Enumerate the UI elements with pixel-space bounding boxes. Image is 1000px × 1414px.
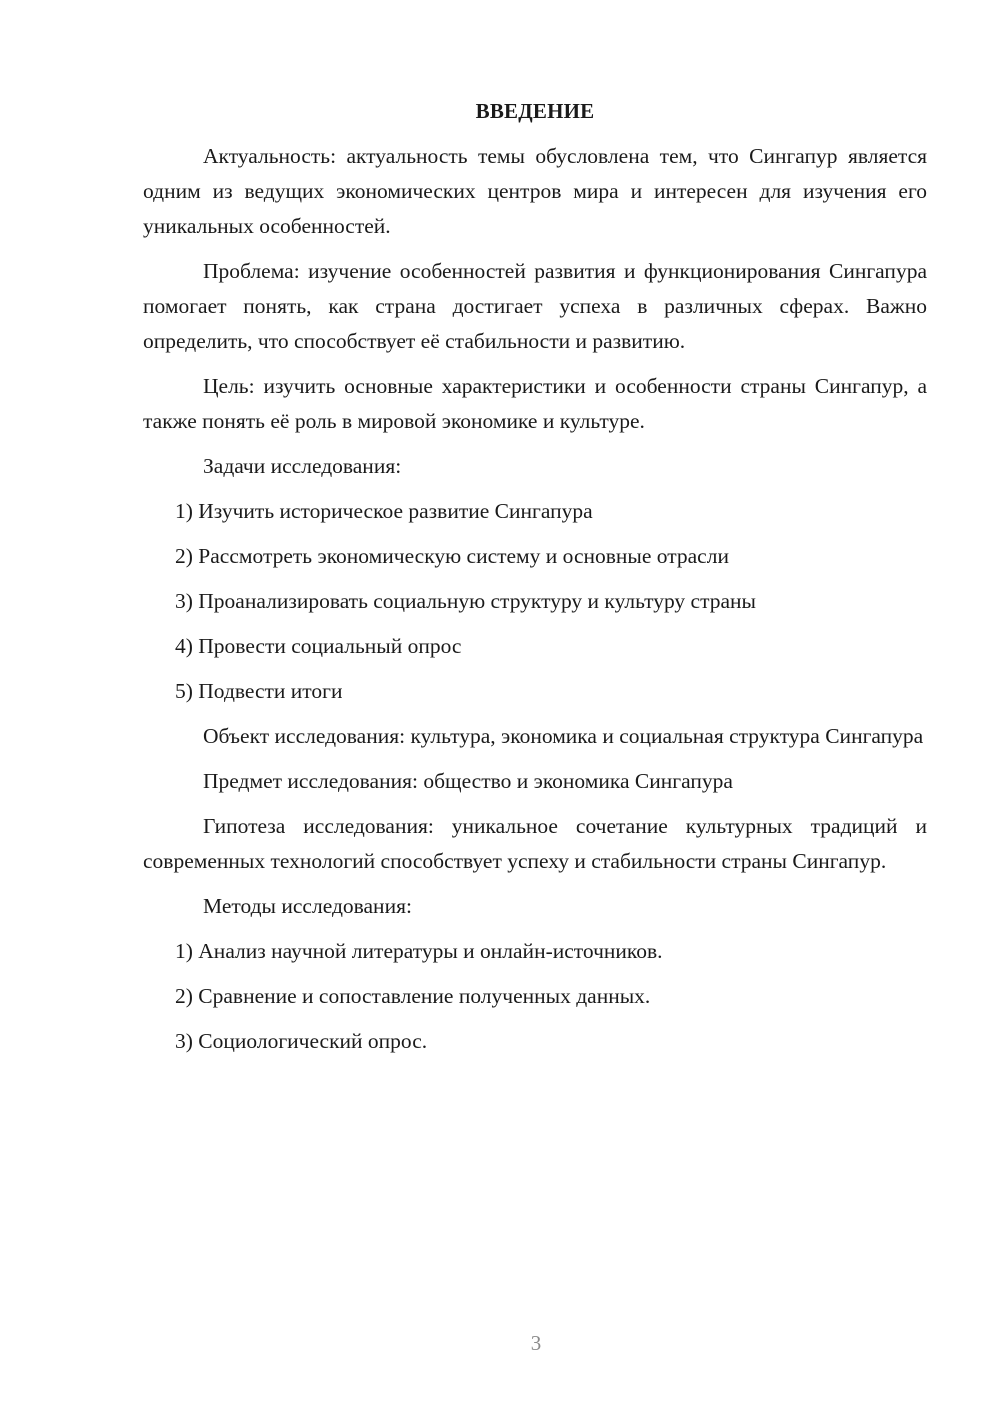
page-content <box>143 96 927 1069</box>
methods-list <box>143 934 927 1059</box>
section-title: ВВЕДЕНИЕ <box>475 99 595 123</box>
hypothesis-paragraph: Гипотеза исследования: уникальное сочетание культурных традиций и современных технологий способствует успеху и стабильности страны Сингапур. <box>143 814 927 873</box>
list-item: 3) Социологический опрос. <box>175 1029 428 1053</box>
subject-paragraph: Предмет исследования: общество и экономика Сингапура <box>203 769 733 793</box>
goal-paragraph: Цель: изучить основные характеристики и особенности страны Сингапур, а также понять её роль в мировой экономике и культуре. <box>143 374 927 433</box>
list-item: 4) Провести социальный опрос <box>175 634 462 658</box>
list-item: 1) Изучить историческое развитие Сингапура <box>175 499 593 523</box>
list-item: 5) Подвести итоги <box>175 679 343 703</box>
list-item: 2) Сравнение и сопоставление полученных данных. <box>175 984 651 1008</box>
page-number: 3 <box>530 1331 542 1355</box>
relevance-paragraph: Актуальность: актуальность темы обусловлена тем, что Сингапур является одним из ведущих экономических центров мира и интересен для изучения его уникальных особенностей. <box>143 144 927 238</box>
tasks-list <box>143 494 927 709</box>
list-item: 1) Анализ научной литературы и онлайн-источников. <box>175 939 663 963</box>
problem-paragraph: Проблема: изучение особенностей развития и функционирования Сингапура помогает понять, как страна достигает успеха в различных сферах. Важно определить, что способствует её стабильности и развитию. <box>143 259 927 353</box>
list-item: 3) Проанализировать социальную структуру и культуру страны <box>175 589 756 613</box>
tasks-heading: Задачи исследования: <box>203 454 402 478</box>
methods-heading: Методы исследования: <box>203 894 412 918</box>
list-item: 2) Рассмотреть экономическую систему и основные отрасли <box>175 544 729 568</box>
object-paragraph: Объект исследования: культура, экономика и социальная структура Сингапура <box>203 724 924 748</box>
